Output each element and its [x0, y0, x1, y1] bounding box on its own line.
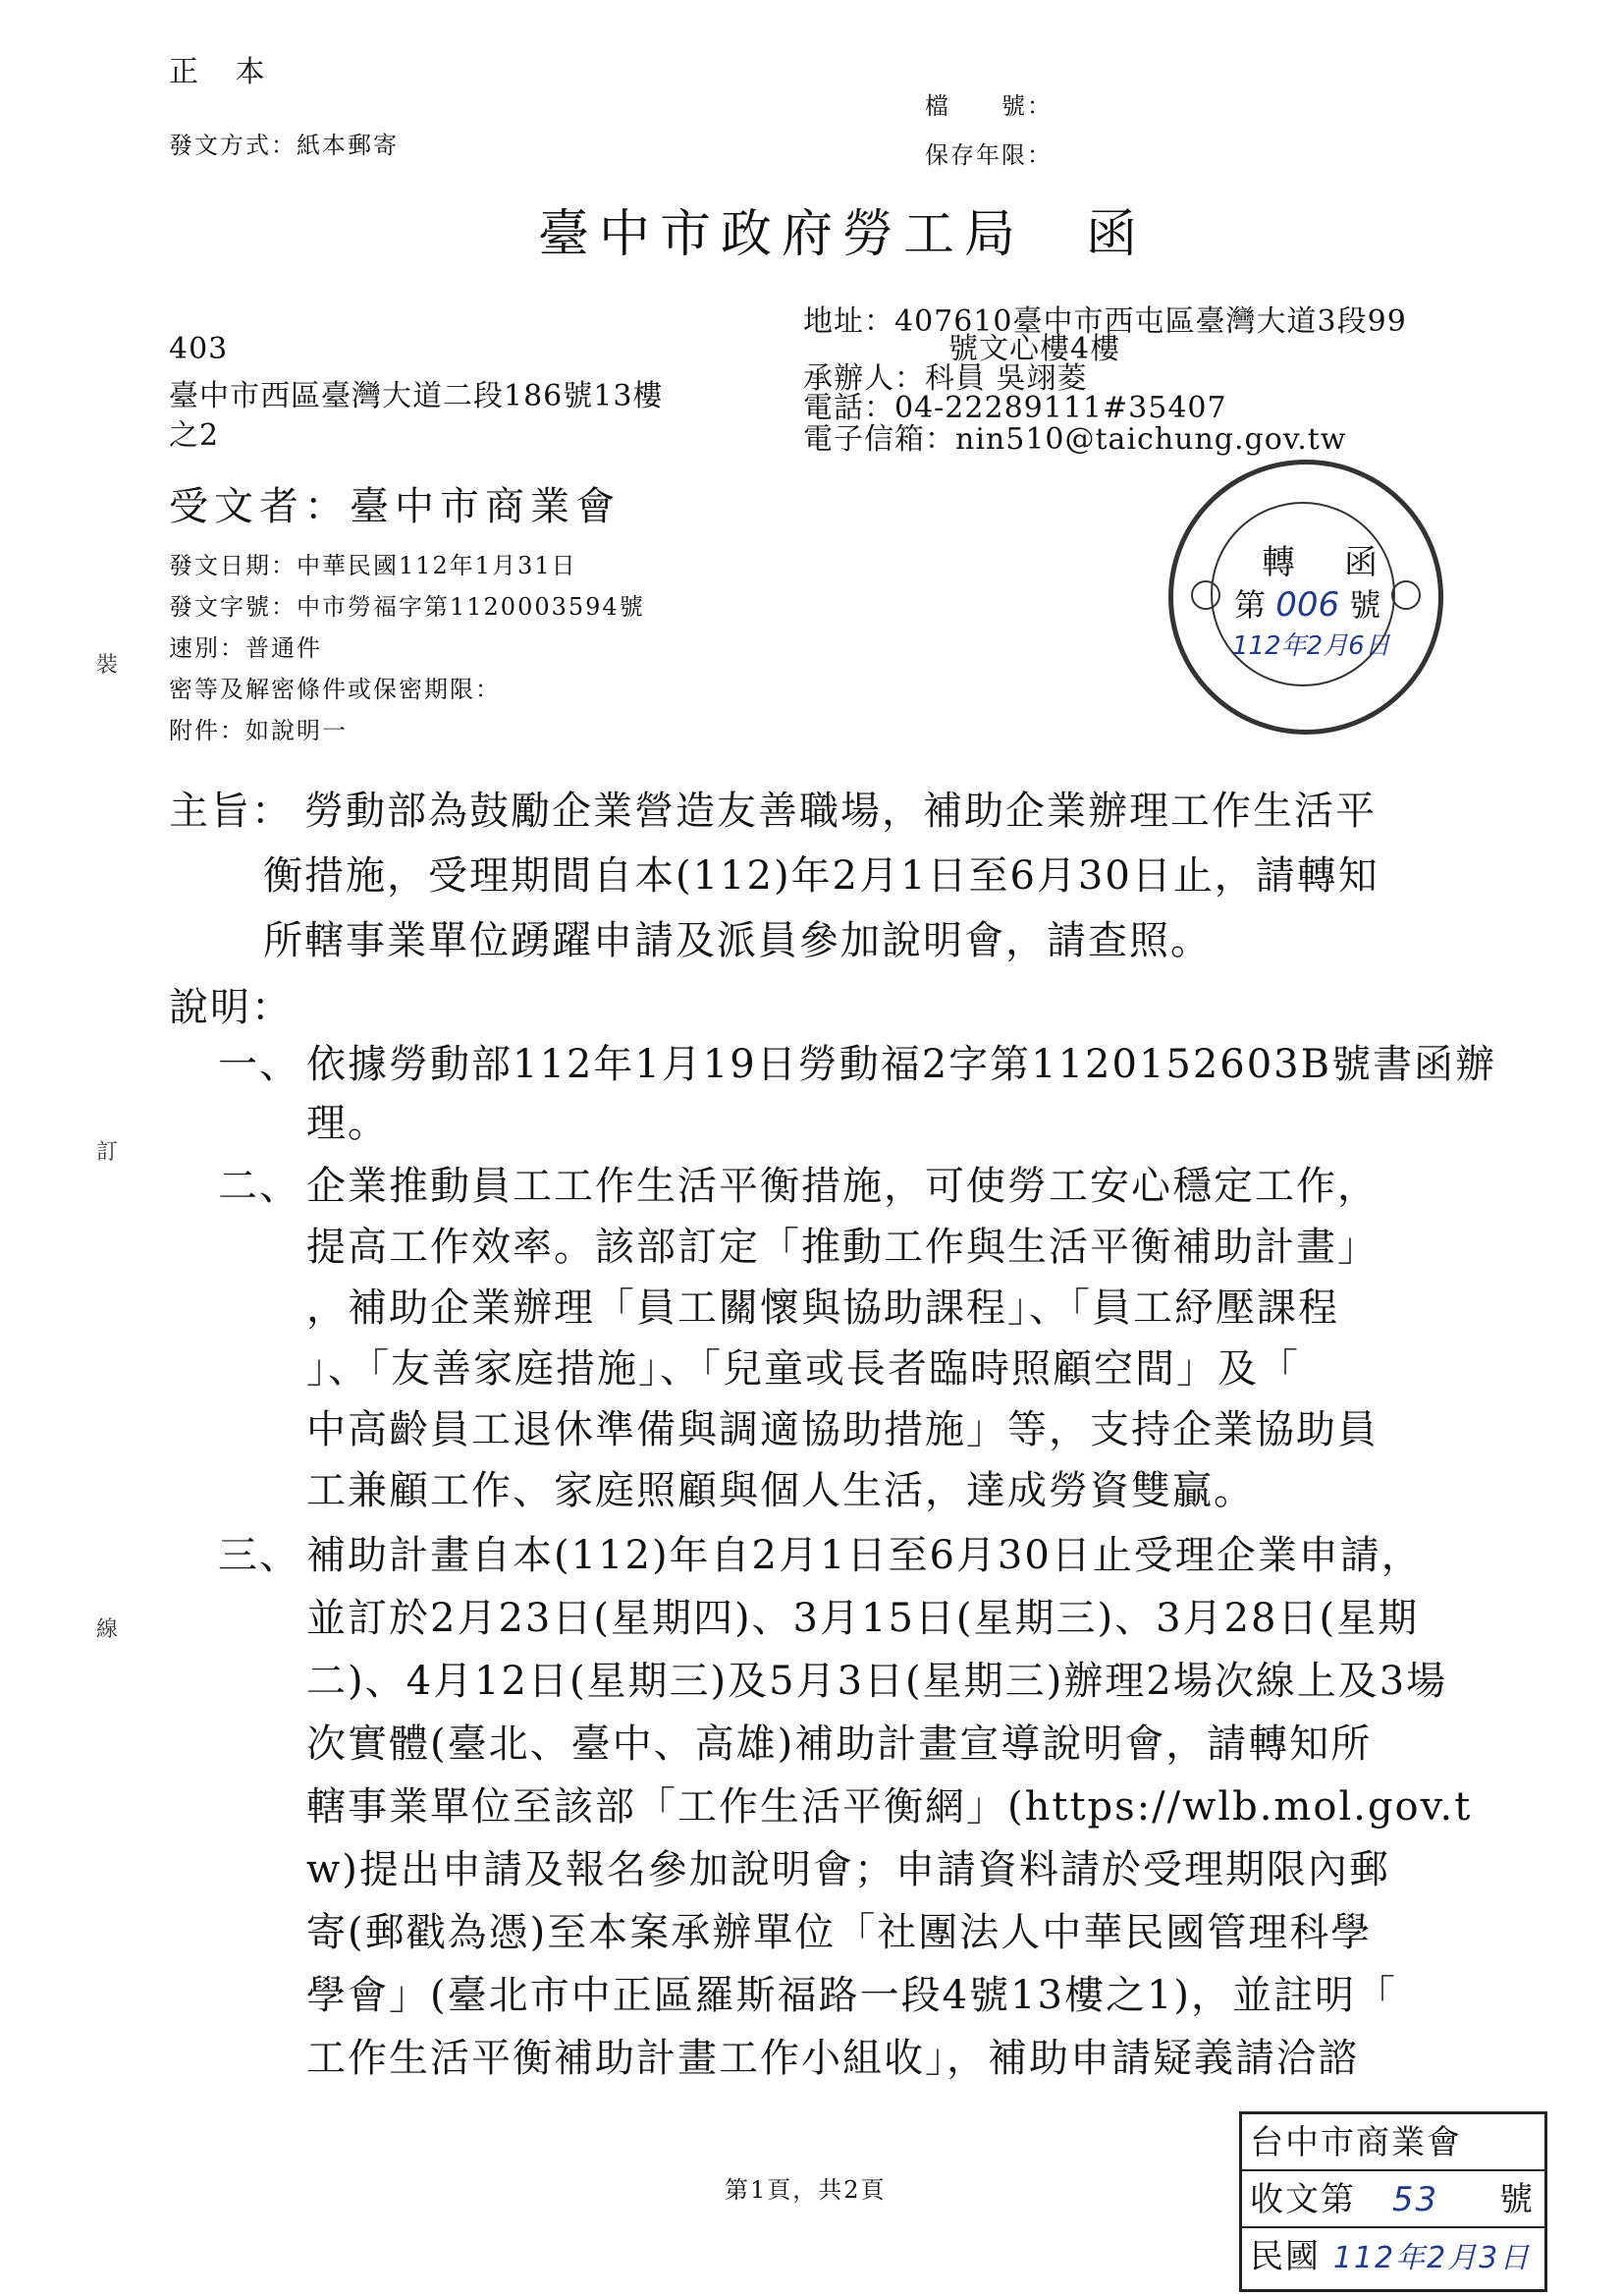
phone: 電話：04-22289111#35407 — [803, 391, 1227, 425]
stamp-date: 112年2月6日 — [1232, 631, 1390, 661]
subject-line-2: 衡措施，受理期間自本(112)年2月1日至6月30日止，請轉知 — [263, 853, 1380, 899]
forwarding-stamp — [1168, 460, 1443, 735]
copy-type: 正 本 — [169, 55, 279, 89]
receipt-date-row — [1242, 2228, 1544, 2285]
stamp-number-suffix: 號 — [1349, 586, 1381, 624]
receipt-date-prefix: 民國 — [1250, 2237, 1321, 2276]
page-info: 第1頁，共2頁 — [725, 2176, 887, 2204]
issue-date: 發文日期：中華民國112年1月31日 — [169, 552, 577, 579]
binding-mark-ding: 訂 — [96, 1140, 119, 1165]
handler: 承辦人：科員 吳翊菱 — [803, 361, 1088, 396]
receipt-stamp — [1239, 2111, 1547, 2292]
send-method: 發文方式：紙本郵寄 — [169, 132, 399, 159]
item-3-line-8: 學會」(臺北市中正區羅斯福路一段4號13樓之1)，並註明「 — [306, 1973, 1398, 2018]
recipient-address-line1: 臺中市西區臺灣大道二段186號13樓 — [169, 379, 664, 413]
receipt-number-row — [1242, 2171, 1544, 2228]
receipt-number: 53 — [1391, 2180, 1439, 2219]
subject-line-1: 勞動部為鼓勵企業營造友善職場，補助企業辦理工作生活平 — [304, 789, 1377, 834]
retention-label: 保存年限： — [925, 141, 1053, 169]
stamp-number — [1234, 580, 1380, 626]
subject-label: 主旨： — [169, 789, 293, 834]
receipt-suffix: 號 — [1499, 2180, 1535, 2219]
stamp-rose-right — [1391, 580, 1421, 610]
item-3-line-9: 工作生活平衡補助計畫工作小組收」，補助申請疑義請洽諮 — [306, 2036, 1359, 2081]
document-number: 發文字號：中市勞福字第1120003594號 — [169, 593, 645, 621]
binding-mark-zhuang: 裝 — [96, 653, 119, 678]
item-2-line-2: 提高工作效率。該部訂定「推動工作與生活平衡補助計畫」 — [306, 1225, 1379, 1270]
subject-line-3: 所轄事業單位踴躍申請及派員參加說明會，請查照。 — [263, 918, 1212, 963]
item-2-line-3: ，補助企業辦理「員工關懷與協助課程」、「員工紓壓課程 — [306, 1285, 1339, 1331]
stamp-rose-left — [1191, 580, 1220, 610]
receipt-prefix: 收文第 — [1250, 2180, 1356, 2219]
sender-address-line1: 地址：407610臺中市西屯區臺灣大道3段99 — [803, 304, 1407, 339]
item-1-line-1: 依據勞動部112年1月19日勞動福2字第1120152603B號書函辦 — [306, 1042, 1497, 1087]
item-2-line-4: 」、「友善家庭措施」、「兒童或長者臨時照顧空間」及「 — [306, 1346, 1300, 1392]
postal-code: 403 — [169, 332, 229, 366]
speed: 速別：普通件 — [169, 634, 322, 662]
item-3-line-4: 次實體(臺北、臺中、高雄)補助計畫宣導說明會，請轉知所 — [306, 1722, 1373, 1767]
item-3-line-6: w)提出申請及報名參加說明會；申請資料請於受理期限內郵 — [306, 1847, 1390, 1892]
item-3-line-1: 補助計畫自本(112)年自2月1日至6月30日止受理企業申請， — [306, 1533, 1423, 1578]
document-title: 臺中市政府勞工局 函 — [538, 205, 1148, 264]
item-3-line-2: 並訂於2月23日(星期四)、3月15日(星期三)、3月28日(星期 — [306, 1596, 1420, 1641]
stamp-number-prefix: 第 — [1234, 586, 1267, 624]
item-2-line-5: 中高齡員工退休準備與調適協助措施」等，支持企業協助員 — [306, 1407, 1379, 1452]
file-number-label: 檔 號： — [925, 92, 1053, 120]
receipt-org: 台中市商業會 — [1242, 2114, 1544, 2171]
item-1-marker: 一、 — [218, 1042, 300, 1087]
stamp-label: 轉 函 — [1262, 543, 1385, 582]
explanation-label: 說明： — [169, 985, 293, 1030]
item-2-line-1: 企業推動員工工作生活平衡措施，可使勞工安心穩定工作， — [306, 1164, 1379, 1209]
binding-mark-xian: 線 — [96, 1617, 119, 1642]
item-3-marker: 三、 — [218, 1533, 300, 1578]
stamp-number-value: 006 — [1275, 585, 1340, 625]
item-2-line-6: 工兼顧工作、家庭照顧與個人生活，達成勞資雙贏。 — [306, 1468, 1255, 1513]
email: 電子信箱：nin510@taichung.gov.tw — [803, 422, 1347, 457]
recipient-address-line2: 之2 — [169, 418, 220, 453]
item-3-line-7: 寄(郵戳為憑)至本案承辦單位「社團法人中華民國管理科學 — [306, 1910, 1373, 1955]
security-level: 密等及解密條件或保密期限： — [169, 676, 501, 703]
attachment: 附件：如說明一 — [169, 717, 348, 744]
receipt-date: 112年2月3日 — [1332, 2241, 1532, 2275]
item-2-marker: 二、 — [218, 1164, 300, 1209]
item-3-line-5: 轄事業單位至該部「工作生活平衡網」(https://wlb.mol.gov.t — [306, 1784, 1473, 1830]
sender-address-line2: 號文心樓4樓 — [948, 332, 1121, 366]
recipient: 受文者：臺中市商業會 — [169, 484, 621, 529]
item-1-line-2: 理。 — [306, 1101, 389, 1146]
item-3-line-3: 二)、4月12日(星期三)及5月3日(星期三)辦理2場次線上及3場 — [306, 1659, 1448, 1704]
